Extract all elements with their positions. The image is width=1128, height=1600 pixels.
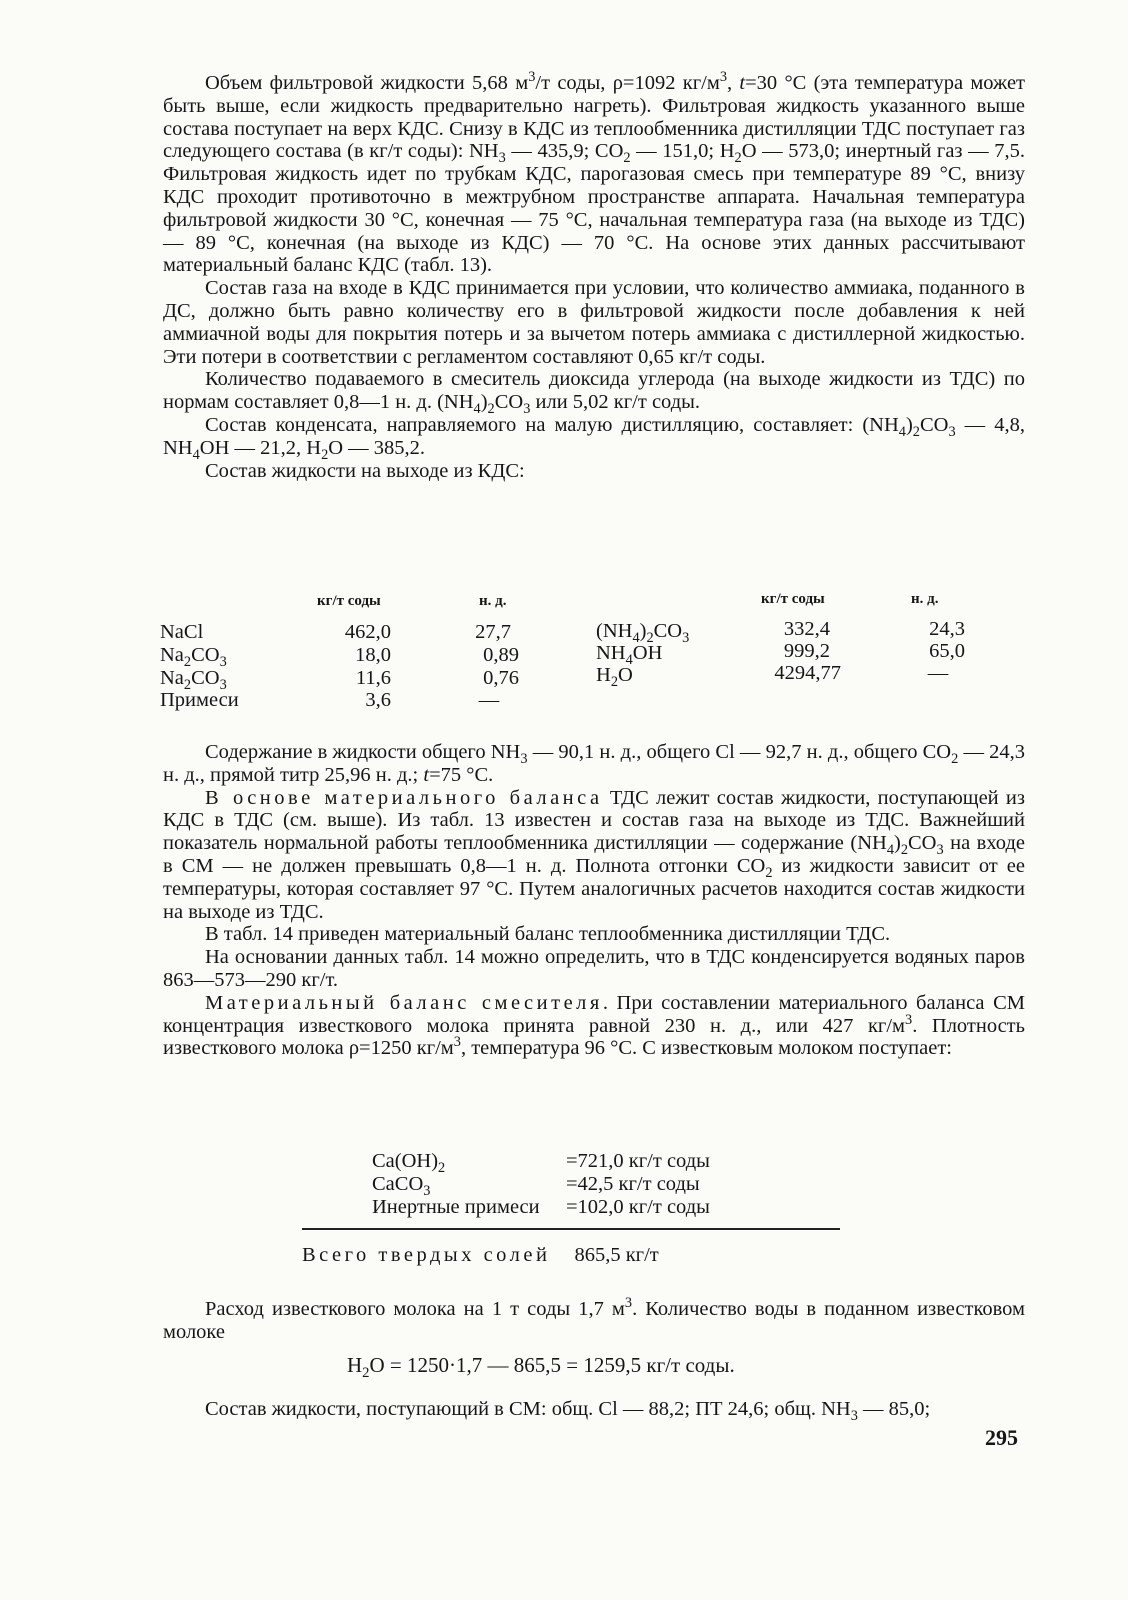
paragraph: Расход известкового молока на 1 т соды 1,7 $м^3$. Количество воды в поданном известковом молоке xyxy=(163,1295,1025,1343)
paragraph: Состав конденсата, направляемого на малую дистилляцию, составляет: $(NH_4)_2CO_3$ — 4,8, $NH_4OH$ — 21,2, $H_2O$ — 385,2. xyxy=(163,413,1025,463)
text-block-2 xyxy=(163,741,1025,1060)
paragraph: Материальный баланс смесителя. При составлении материального баланса СМ концентрация известкового молока принята равной 230 н. д., или 427 $кг/м^3$. Плотность известкового молока ρ=1250 $кг/м^3$, температура 96 °С. С известковым молоком поступает: xyxy=(163,991,1025,1060)
column-header: кг/т соды xyxy=(761,591,825,607)
value-kg: 11,6 xyxy=(355,667,391,689)
value-kg: 999,2 xyxy=(783,640,830,662)
substance-name: Инертные примеси xyxy=(372,1196,540,1218)
substance-name: $H_2O$ xyxy=(596,664,633,691)
total-label: Всего твердых солей xyxy=(302,1244,551,1266)
paragraph: Содержание в жидкости общего $NH_3$ — 90,1 н. д., общего Cl — 92,7 н. д., общего $CO_2$ — 24,3 н. д., прямой титр 25,96 н. д.; t=75 °С. xyxy=(163,741,1026,786)
value-kg: 3,6 xyxy=(365,689,391,711)
sum-rule xyxy=(302,1228,840,1230)
paragraph: Объем фильтровой жидкости 5,68 $м^3/т$ соды, ρ=1092 $кг/м^3$, t=30 °С (эта температура может быть выше, если жидкость предварительно нагреть). Фильтровая жидкость указанного выше состава поступает на верх КДС. Снизу в КДС из теплообменника дистилляции ТДС поступает газ следующего состава (в кг/т соды): $NH_3$ — 435,9; $CO_2$ — 151,0; $H_2O$ — 573,0; инертный газ — 7,5. Фильтровая жидкость идет по трубкам КДС, парогазовая смесь при температуре 89 °С, внизу КДС проходит противоточно в межтрубном пространстве аппарата. Начальная температура фильтровой жидкости 30 °С, конечная — 75 °С, начальная температура газа (на выходе из ТДС) — 89 °С, конечная (на выходе из КДС) — 70 °С. На основе этих данных рассчитывают материальный баланс КДС (табл. 13). xyxy=(163,69,1025,277)
column-header: н. д. xyxy=(911,591,939,607)
substance-value: =721,0 кг/т соды xyxy=(566,1150,710,1172)
substance-name: $Na_2CO_3$ xyxy=(160,644,227,671)
composition-table xyxy=(160,591,1025,721)
paragraph: Состав газа на входе в КДС принимается при условии, что количество аммиака, поданного в ДС, должно быть равно количеству его в фильтровой жидкости после добавления к ней аммиачной воды для покрытия потерь и за вычетом потерь аммиака с дистиллерной жидкостью. Эти потери в соответствии с регламентом составляют 0,65 кг/т соды. xyxy=(163,277,1025,368)
substance-name: $(NH_4)_2CO_3$ xyxy=(596,620,690,647)
value-kg: 4294,77 xyxy=(774,662,841,684)
text-block-1 xyxy=(163,69,1025,482)
substance-name: Примеси xyxy=(160,689,239,711)
substance-name: NaCl xyxy=(160,621,204,643)
value-kg: 332,4 xyxy=(783,618,830,640)
substance-value: =102,0 кг/т соды xyxy=(566,1196,710,1218)
paragraph: Состав жидкости, поступающий в СМ: общ. Cl — 88,2; ПТ 24,6; общ. $NH_3$ — 85,0; xyxy=(205,1398,931,1425)
page-number: 295 xyxy=(985,1425,1018,1450)
column-header: н. д. xyxy=(479,593,507,609)
column-header: кг/т соды xyxy=(317,593,381,609)
paragraph: Количество подаваемого в смеситель диоксида углерода (на выходе жидкости из ТДС) по нормам составляет 0,8—1 н. д. $(NH_4)_2CO_3$ или 5,02 кг/т соды. xyxy=(163,368,1025,418)
value-kg: 18,0 xyxy=(355,644,391,666)
water-equation: $H_2O = 1250\cdot 1,7$ — 865,5 = 1259,5 кг/т соды. xyxy=(347,1353,735,1382)
value-kg: 462,0 xyxy=(344,621,391,643)
value-nd: 0,89 xyxy=(483,644,519,666)
paragraph: На основании данных табл. 14 можно определить, что в ТДС конденсируется водяных паров 863—573—290 кг/т. xyxy=(163,946,1025,991)
value-nd: 0,76 xyxy=(483,667,519,689)
substance-name: CaCO$_3$ xyxy=(372,1173,431,1200)
paragraph: В табл. 14 приведен материальный баланс теплообменника дистилляции ТДС. xyxy=(205,923,891,946)
value-nd: 24,3 xyxy=(929,618,965,640)
substance-value: =42,5 кг/т соды xyxy=(566,1173,700,1195)
value-nd: — xyxy=(478,689,500,711)
substance-name: $NH_4OH$ xyxy=(596,642,663,669)
total-solids xyxy=(302,1244,659,1267)
value-nd: — xyxy=(927,662,949,684)
substance-name: $Na_2CO_3$ xyxy=(160,667,227,694)
substance-name: $Ca(OH)_2$ xyxy=(372,1150,446,1177)
value-nd: 65,0 xyxy=(929,640,965,662)
text-block-3 xyxy=(163,1295,1025,1344)
paragraph: Состав жидкости на выходе из КДС: xyxy=(205,459,525,482)
text-block-4 xyxy=(163,1398,1025,1425)
total-value: 865,5 кг/т xyxy=(574,1244,659,1266)
value-nd: 27,7 xyxy=(475,621,511,643)
paragraph: В основе материального баланса ТДС лежит состав жидкости, поступающей из КДС в ТДС (см. выше). Из табл. 13 известен и состав газа на выходе из ТДС. Важнейший показатель нормальной работы теплообменника дистилляции — содержание $(NH_4)_2CO_3$ на входе в СМ — не должен превышать 0,8—1 н. д. Полнота отгонки $CO_2$ из жидкости зависит от ее температуры, которая составляет 97 °С. Путем аналогичных расчетов находится состав жидкости на выходе из ТДС. xyxy=(163,786,1025,923)
